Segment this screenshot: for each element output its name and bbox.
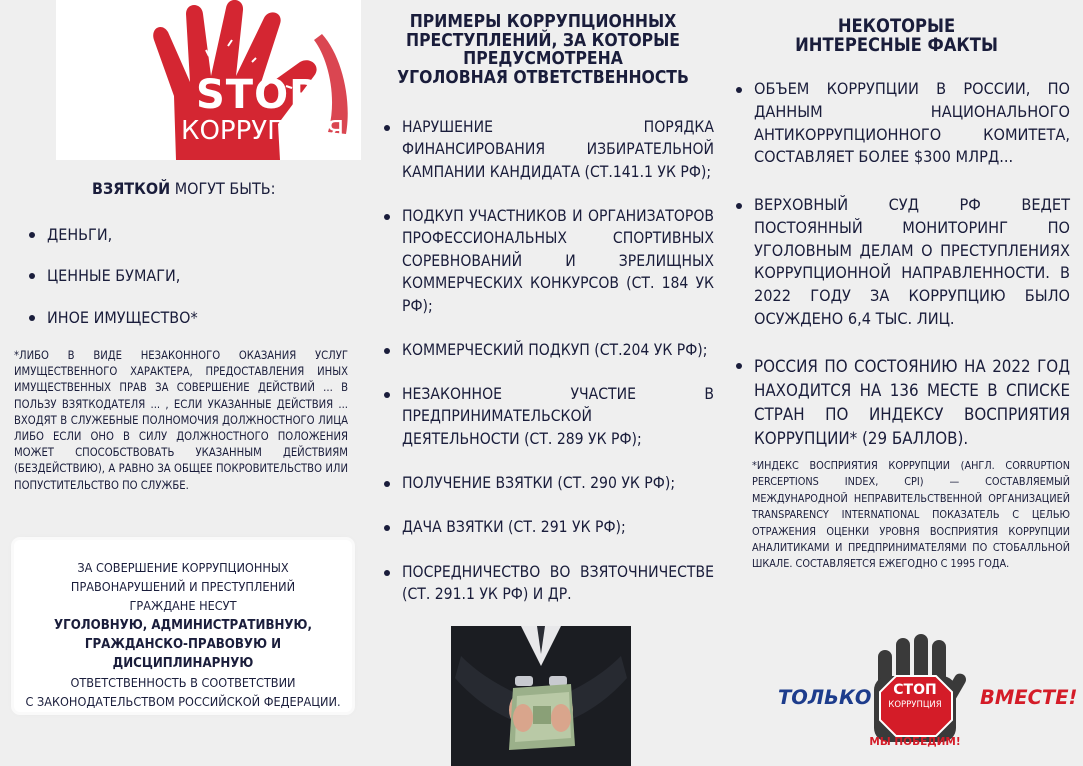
list-item-text: ЦЕННЫЕ БУМАГИ,: [47, 266, 181, 285]
responsibility-line: ЗА СОВЕРШЕНИЕ КОРРУПЦИОННЫХ: [77, 560, 289, 575]
title-line: ПРЕСТУПЛЕНИЙ, ЗА КОТОРЫЕ: [405, 30, 680, 51]
responsibility-box: [14, 540, 352, 712]
bullet-icon: [736, 203, 742, 209]
stop-word: STOP: [196, 72, 320, 118]
stop-corruption-banner: [56, 0, 361, 160]
slogan-only: ТОЛЬКО: [778, 686, 872, 709]
title-line: УГОЛОВНАЯ ОТВЕТСТВЕННОСТЬ: [397, 67, 689, 88]
fact-text: РОССИЯ ПО СОСТОЯНИЮ НА 2022 ГОД НАХОДИТСЯ НА 136 МЕСТЕ В СПИСКЕ СТРАН ПО ИНДЕКСУ ВОСПРИЯТИЯ КОРРУПЦИИ* (29 БАЛЛОВ).: [754, 356, 1070, 448]
facts-title: [724, 17, 1069, 55]
logo-bottom-text: МЫ ПОБЕДИМ!: [869, 736, 961, 748]
title-line: НЕКОТОРЫЕ: [837, 16, 956, 37]
logo-stop-word: СТОП: [893, 682, 937, 698]
fact-text: ОБЪЕМ КОРРУПЦИИ В РОССИИ, ПО ДАННЫМ НАЦИОНАЛЬНОГО АНТИКОРРУПЦИОННОГО КОМИТЕТА, СОСТАВЛЯЕТ БОЛЕЕ $300 МЛРД...: [754, 79, 1070, 167]
list-item: [402, 516, 714, 538]
responsibility-line: ПРАВОНАРУШЕНИЙ И ПРЕСТУПЛЕНИЙ: [70, 579, 296, 595]
bribe-heading-rest: МОГУТ БЫТЬ:: [170, 179, 276, 198]
stop-subtitle: КОРРУПЦИЯ: [181, 116, 345, 146]
list-item-text: ПОСРЕДНИЧЕСТВО ВО ВЗЯТОЧНИЧЕСТВЕ (СТ. 291.1 УК РФ) И ДР.: [402, 563, 714, 604]
logo-subtitle: КОРРУПЦИЯ: [888, 700, 942, 710]
responsibility-bold-line: УГОЛОВНУЮ, АДМИНИСТРАТИВНУЮ,: [53, 617, 312, 633]
bullet-icon: [384, 481, 390, 487]
list-item-text: НЕЗАКОННОЕ УЧАСТИЕ В ПРЕДПРИНИМАТЕЛЬСКОЙ ДЕЯТЕЛЬНОСТИ (СТ. 289 УК РФ);: [402, 385, 714, 448]
list-item: [402, 116, 714, 183]
fact-item: [754, 354, 1070, 450]
handcuffed-hands-money-image: [451, 626, 631, 766]
fact-text: ВЕРХОВНЫЙ СУД РФ ВЕДЕТ ПОСТОЯННЫЙ МОНИТОРИНГ ПО УГОЛОВНЫМ ДЕЛАМ О ПРЕСТУПЛЕНИЯХ КОРРУПЦИОННОЙ НАПРАВЛЕННОСТИ. В 2022 ГОДУ ЗА КОРРУПЦИЮ БЫЛО ОСУЖДЕНО 6,4 ТЫС. ЛИЦ.: [754, 195, 1070, 328]
list-item: [402, 472, 714, 494]
list-item-text: КОММЕРЧЕСКИЙ ПОДКУП (СТ.204 УК РФ);: [402, 341, 708, 359]
responsibility-bold-line: ГРАЖДАНСКО-ПРАВОВУЮ И ДИСЦИПЛИНАРНУЮ: [84, 636, 282, 672]
bullet-icon: [29, 273, 35, 279]
bullet-icon: [384, 214, 390, 220]
list-item: [402, 205, 714, 317]
bribe-heading: [92, 179, 275, 198]
bullet-icon: [384, 392, 390, 398]
list-item-text: ПОДКУП УЧАСТНИКОВ И ОРГАНИЗАТОРОВ ПРОФЕССИОНАЛЬНЫХ СПОРТИВНЫХ СОРЕВНОВАНИЙ И ЗРЕЛИЩНЫХ КОММЕРЧЕСКИХ КОНКУРСОВ (СТ. 184 УК РФ);: [402, 207, 714, 315]
middle-column: [362, 0, 724, 766]
right-column: [724, 0, 1083, 766]
responsibility-line: ГРАЖДАНЕ НЕСУТ: [129, 598, 237, 614]
list-item-text: ДАЧА ВЗЯТКИ (СТ. 291 УК РФ);: [402, 518, 626, 536]
responsibility-line: ОТВЕТСТВЕННОСТЬ В СООТВЕТСТВИИ: [70, 675, 296, 691]
bullet-icon: [736, 87, 742, 93]
list-item: [47, 266, 180, 286]
title-line: ИНТЕРЕСНЫЕ ФАКТЫ: [795, 35, 998, 56]
list-item: [47, 308, 198, 328]
bullet-icon: [384, 570, 390, 576]
bullet-icon: [384, 525, 390, 531]
bullet-icon: [384, 348, 390, 354]
list-item: [47, 225, 112, 245]
bullet-icon: [736, 363, 742, 369]
fact-item: [754, 78, 1070, 169]
title-line: ПРИМЕРЫ КОРРУПЦИОННЫХ: [409, 12, 677, 32]
bribe-footnote: *ЛИБО В ВИДЕ НЕЗАКОННОГО ОКАЗАНИЯ УСЛУГ ИМУЩЕСТВЕННОГО ХАРАКТЕРА, ПРЕДОСТАВЛЕНИЯ ИНЫХ ИМУЩЕСТВЕННЫХ ПРАВ ЗА СОВЕРШЕНИЕ ДЕЙСТВИЙ ... В ПОЛЬЗУ ВЗЯТКОДАТЕЛЯ ... , ЕСЛИ УКАЗАННЫЕ ДЕЙСТВИЯ ... ВХОДЯТ В СЛУЖЕБНЫЕ ПОЛНОМОЧИЯ ДОЛЖНОСТНОГО ЛИЦА ЛИБО ЕСЛИ ОНО В СИЛУ ДОЛЖНОСТНОГО ПОЛОЖЕНИЯ МОЖЕТ СПОСОБСТВОВАТЬ УКАЗАННЫМ ДЕЙСТВИЯМ (БЕЗДЕЙСТВИЮ), А РАВНО ЗА ОБЩЕЕ ПОКРОВИТЕЛЬСТВО ИЛИ ПОПУСТИТЕЛЬСТВО ПО СЛУЖБЕ.: [14, 349, 348, 492]
list-item: [402, 383, 714, 450]
crimes-title: [362, 13, 724, 87]
responsibility-line: С ЗАКОНОДАТЕЛЬСТВОМ РОССИЙСКОЙ ФЕДЕРАЦИИ.: [25, 694, 341, 710]
list-item-text: ДЕНЬГИ,: [47, 225, 113, 244]
responsibility-text: [14, 558, 352, 712]
left-column: [0, 0, 360, 766]
list-item: [402, 339, 714, 361]
list-item-text: ИНОЕ ИМУЩЕСТВО*: [47, 308, 198, 327]
list-item: [402, 561, 714, 606]
bullet-icon: [29, 315, 35, 321]
bullet-icon: [384, 125, 390, 131]
cpi-footnote: *ИНДЕКС ВОСПРИЯТИЯ КОРРУПЦИИ (АНГЛ. CORRUPTION PERCEPTIONS INDEX, CPI) — СОСТАВЛЯЕМЫЙ МЕЖДУНАРОДНОЙ НЕПРАВИТЕЛЬСТВЕННОЙ ОРГАНИЗАЦИЕЙ TRANSPARENCY INTERNATIONAL ПОКАЗАТЕЛЬ С ЦЕЛЬЮ ОТРАЖЕНИЯ ОЦЕНКИ УРОВНЯ ВОСПРИЯТИЯ КОРРУПЦИИ АНАЛИТИКАМИ И ПРЕДПРИНИМАТЕЛЯМИ ПО СТОБАЛЛЬНОЙ ШКАЛЕ. СОСТАВЛЯЕТСЯ ЕЖЕГОДНО С 1995 ГОДА.: [752, 459, 1070, 571]
title-line: ПРЕДУСМОТРЕНА: [463, 49, 623, 69]
slogan-together: ВМЕСТЕ!: [980, 686, 1078, 709]
bribe-heading-bold: ВЗЯТКОЙ: [92, 179, 171, 198]
fact-item: [754, 194, 1070, 331]
list-item-text: НАРУШЕНИЕ ПОРЯДКА ФИНАНСИРОВАНИЯ ИЗБИРАТЕЛЬНОЙ КАМПАНИИ КАНДИДАТА (СТ.141.1 УК РФ);: [402, 118, 714, 181]
bullet-icon: [29, 232, 35, 238]
list-item-text: ПОЛУЧЕНИЕ ВЗЯТКИ (СТ. 290 УК РФ);: [402, 474, 676, 492]
